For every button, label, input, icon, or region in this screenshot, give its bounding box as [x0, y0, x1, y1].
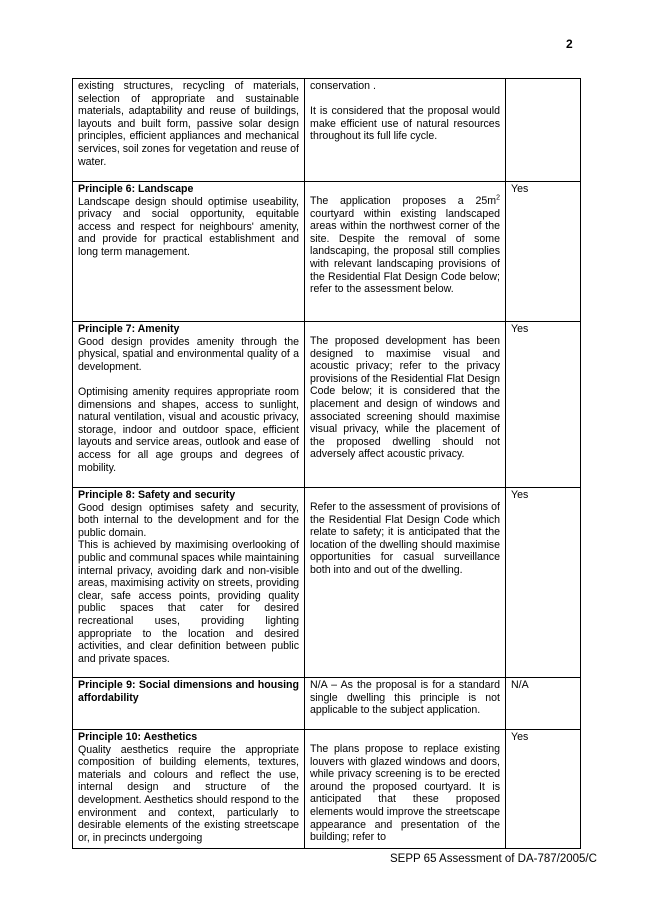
table-row [73, 322, 581, 488]
assessment-cell [305, 182, 506, 322]
table-row [73, 678, 581, 730]
principle-cell [73, 322, 305, 488]
principle-text: Optimising amenity requires appropriate room dimensions and shapes, access to sunlight, natural ventilation, visual and acoustic privacy, storage, indoor and outdoor space, efficient layouts and service areas, outlook and ease of access for all age groups and degrees of mobility. [78, 385, 299, 474]
principle-cell [73, 79, 305, 182]
principle-text: existing structures, recycling of materials, selection of appropriate and sustainable materials, adaptability and reuse of buildings, layouts and built form, passive solar design principles, efficient appliances and mechanical services, soil zones for vegetation and reuse of water. [78, 80, 299, 168]
page-number: 2 [566, 37, 573, 51]
principle-title: Principle 8: Safety and security [78, 489, 236, 501]
principle-title: Principle 10: Aesthetics [78, 731, 198, 743]
assessment-text: It is considered that the proposal would make efficient use of natural resources throughout its full life cycle. [310, 105, 500, 143]
table-row [73, 488, 581, 678]
assessment-text: conservation . [310, 80, 376, 92]
assessment-cell [305, 730, 506, 849]
assessment-text: Refer to the assessment of provisions of the Residential Flat Design Code which relate to safety; it is anticipated that the location of the dwelling should maximise opportunities for casual surveillance both into and out of the dwelling. [310, 501, 500, 576]
superscript: 2 [496, 194, 500, 202]
complies-cell: Yes [506, 488, 581, 678]
principle-text: Good design optimises safety and security, both internal to the development and for the public domain. [78, 501, 299, 539]
principle-cell [73, 182, 305, 322]
complies-cell: Yes [506, 322, 581, 488]
principle-text: Quality aesthetics require the appropriate composition of building elements, textures, materials and colours and reflect the use, internal design and structure of the development. Aesthetics should respond to the environment and context, particularly to desirable elements of the existing streetscape or, in precincts undergoing [78, 743, 299, 844]
table-row [73, 730, 581, 849]
principle-text: Landscape design should optimise useability, privacy and social opportunity, equitable access and respect for neighbours' amenity, and provide for practical establishment and long term management. [78, 195, 299, 258]
footer-reference: SEPP 65 Assessment of DA-787/2005/C [390, 853, 597, 865]
assessment-cell [305, 678, 506, 730]
assessment-text: N/A – As the proposal is for a standard single dwelling this principle is not applicable to the subject application. [310, 679, 500, 717]
principle-cell [73, 488, 305, 678]
assessment-text: The application proposes a $25m^2$ courtyard within existing landscaped areas within the northwest corner of the site. Despite the removal of some landscaping, the proposal still complies with relevant landscaping provisions of the Residential Flat Design Code below; refer to the assessment below. [310, 194, 500, 296]
complies-cell: Yes [506, 182, 581, 322]
principle-text: This is achieved by maximising overlooking of public and communal spaces while maintaining internal privacy, avoiding dark and non-visible areas, maximising activity on streets, providing clear, safe access points, providing quality public spaces that cater for desired recreational uses, providing lighting appropriate to the location and desired activities, and clear definition between public and private spaces. [78, 539, 299, 665]
sepp65-assessment-table [72, 78, 581, 849]
principle-cell [73, 678, 305, 730]
principle-text: Good design provides amenity through the physical, spatial and environmental quality of a development. [78, 335, 299, 373]
complies-cell: Yes [506, 730, 581, 849]
assessment-cell [305, 79, 506, 182]
principle-title: Principle 9: Social dimensions and housing affordability [78, 679, 299, 704]
table-row [73, 182, 581, 322]
table-row [73, 79, 581, 182]
assessment-text: The proposed development has been designed to maximise visual and acoustic privacy; refer to the privacy provisions of the Residential Flat Design Code below; it is considered that the placement and design of windows and associated screening should maximise visual privacy, while the placement of the proposed dwelling should not adversely affect acoustic privacy. [310, 335, 500, 461]
principle-title: Principle 6: Landscape [78, 183, 194, 195]
assessment-text: The plans propose to replace existing louvers with glazed windows and doors, while privacy screening is to be erected around the proposed courtyard. It is anticipated that these proposed elements would improve the streetscape appearance and presentation of the building; refer to [310, 743, 500, 844]
complies-cell: N/A [506, 678, 581, 730]
principle-title: Principle 7: Amenity [78, 323, 180, 335]
assessment-cell [305, 488, 506, 678]
complies-cell [506, 79, 581, 182]
principle-cell [73, 730, 305, 849]
assessment-cell [305, 322, 506, 488]
